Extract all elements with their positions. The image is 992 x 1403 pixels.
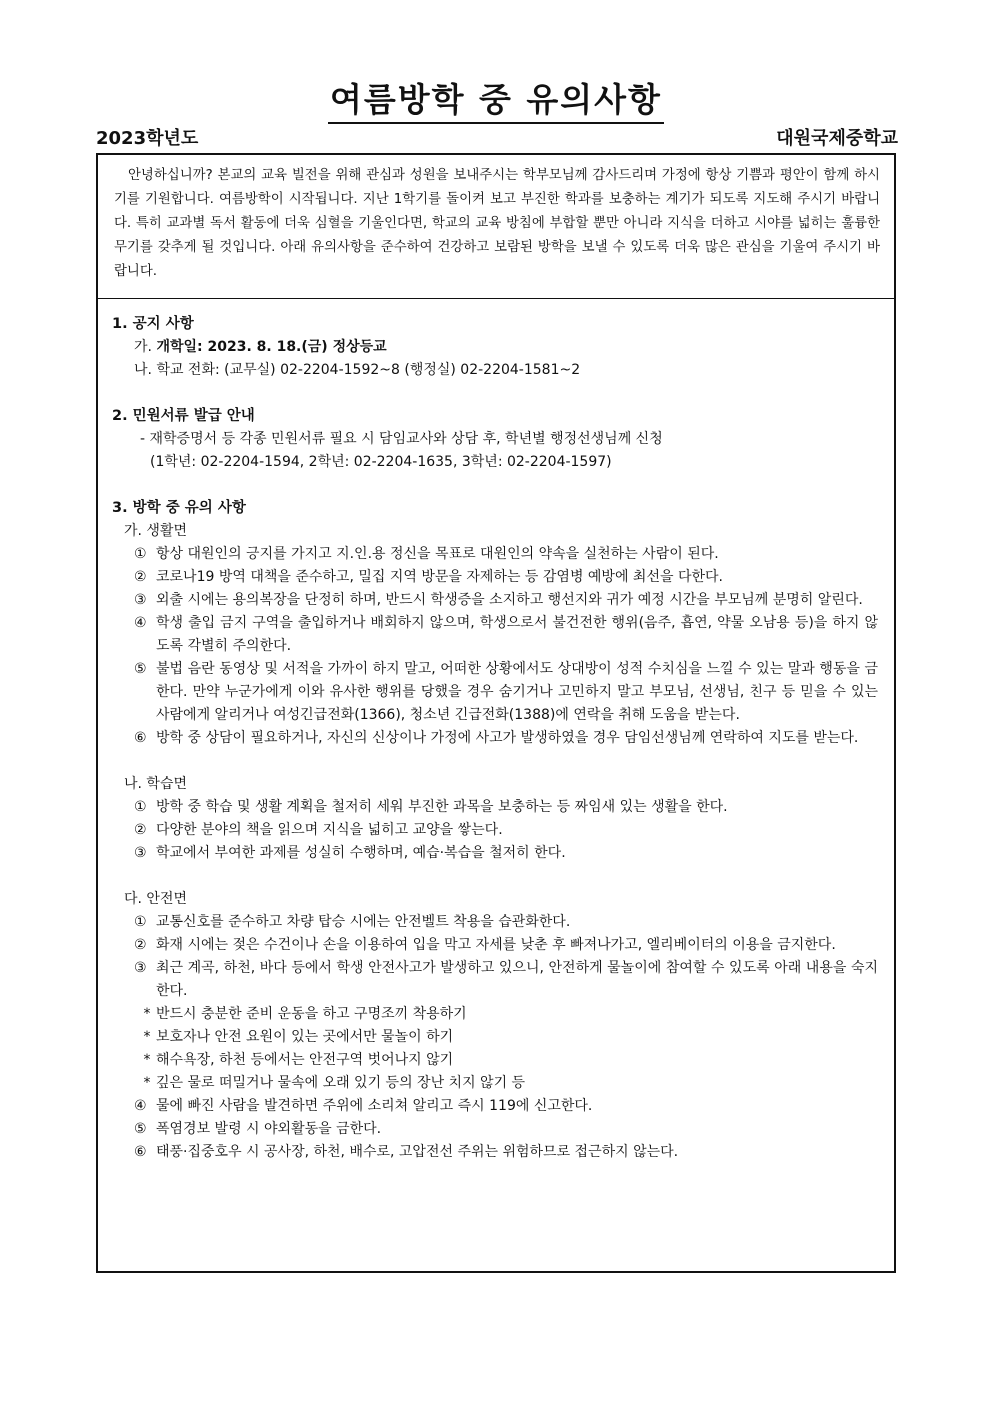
item-number: ③ — [134, 845, 147, 861]
list-item — [112, 658, 878, 727]
asterisk-icon: * — [143, 1075, 151, 1091]
section-1-item-b — [112, 359, 878, 382]
section-1-item-b-prefix: 나. — [134, 362, 152, 378]
list-item — [112, 566, 878, 589]
item-number: ③ — [134, 960, 147, 976]
bullet-text: 반드시 충분한 준비 운동을 하고 구명조끼 착용하기 — [156, 1006, 467, 1022]
item-text: 폭염경보 발령 시 야외활동을 금한다. — [156, 1121, 382, 1137]
section-1-item-b-text: 학교 전화: (교무실) 02-2204-1592~8 (행정실) 02-2204-1581~2 — [156, 362, 581, 378]
item-number: ⑤ — [134, 1121, 147, 1137]
item-text: 방학 중 학습 및 생활 계획을 철저히 세워 부진한 과목을 보충하는 등 짜임새 있는 생활을 한다. — [156, 799, 728, 815]
item-text: 항상 대원인의 긍지를 가지고 지.인.용 정신을 목표로 대원인의 약속을 실천하는 사람이 된다. — [156, 546, 719, 562]
item-text: 외출 시에는 용의복장을 단정히 하며, 반드시 학생증을 소지하고 행선지와 귀가 예정 시간을 부모님께 분명히 알린다. — [156, 592, 863, 608]
section-2-line-2: (1학년: 02-2204-1594, 2학년: 02-2204-1635, 3학년: 02-2204-1597) — [150, 454, 612, 470]
school-year: 2023학년도 — [96, 128, 199, 149]
list-item — [112, 589, 878, 612]
item-number: ① — [134, 914, 147, 930]
item-number: ② — [134, 937, 147, 953]
section-3-title: 3. 방학 중 유의 사항 — [112, 500, 246, 516]
document-title-wrapper — [0, 80, 992, 124]
asterisk-icon: * — [143, 1006, 151, 1022]
list-item — [112, 842, 878, 865]
bullet-text: 해수욕장, 하천 등에서는 안전구역 벗어나지 않기 — [156, 1052, 454, 1068]
item-text: 태풍·집중호우 시 공사장, 하천, 배수로, 고압전선 주위는 위험하므로 접근하지 않는다. — [156, 1144, 679, 1160]
list-item — [112, 934, 878, 957]
study-category-title: 나. 학습면 — [124, 776, 187, 792]
list-item — [112, 819, 878, 842]
section-1-item-a-text: 개학일: 2023. 8. 18.(금) 정상등교 — [156, 339, 387, 355]
item-text: 물에 빠진 사람을 발견하면 주위에 소리쳐 알리고 즉시 119에 신고한다. — [156, 1098, 593, 1114]
notice-content — [98, 299, 894, 1164]
item-text: 방학 중 상담이 필요하거나, 자신의 신상이나 가정에 사고가 발생하였을 경우 담임선생님께 연락하여 지도를 받는다. — [156, 730, 859, 746]
item-text: 최근 계곡, 하천, 바다 등에서 학생 안전사고가 발생하고 있으니, 안전하게 물놀이에 참여할 수 있도록 아래 내용을 숙지한다. — [156, 960, 878, 999]
life-category-title: 가. 생활면 — [124, 523, 187, 539]
asterisk-icon: * — [143, 1052, 151, 1068]
document-title: 여름방학 중 유의사항 — [328, 80, 664, 124]
bullet-item — [112, 1003, 878, 1026]
asterisk-icon: * — [143, 1029, 151, 1045]
item-number: ② — [134, 822, 147, 838]
list-item — [112, 911, 878, 934]
item-number: ④ — [134, 1098, 147, 1114]
section-1-item-a-prefix: 가. — [134, 339, 152, 355]
item-text: 학교에서 부여한 과제를 성실히 수행하며, 예습·복습을 철저히 한다. — [156, 845, 566, 861]
item-number: ① — [134, 799, 147, 815]
bullet-item — [112, 1026, 878, 1049]
safety-category-title: 다. 안전면 — [124, 891, 187, 907]
item-text: 코로나19 방역 대책을 준수하고, 밀집 지역 방문을 자제하는 등 감염병 예방에 최선을 다한다. — [156, 569, 723, 585]
section-2-line-1: - 재학증명서 등 각종 민원서류 필요 시 담임교사와 상담 후, 학년별 행정선생님께 신청 — [140, 431, 663, 447]
school-name: 대원국제중학교 — [776, 128, 898, 149]
list-item — [112, 612, 878, 658]
bullet-text: 보호자나 안전 요원이 있는 곳에서만 물놀이 하기 — [156, 1029, 454, 1045]
list-item — [112, 1141, 878, 1164]
list-item — [112, 796, 878, 819]
bullet-item — [112, 1072, 878, 1095]
section-1-item-a — [112, 336, 878, 359]
item-text: 화재 시에는 젖은 수건이나 손을 이용하여 입을 막고 자세를 낮춘 후 빠져나가고, 엘리베이터의 이용을 금지한다. — [156, 937, 836, 953]
document-subheader — [96, 124, 898, 150]
item-number: ⑥ — [134, 1144, 147, 1160]
item-number: ⑤ — [134, 661, 147, 677]
item-number: ① — [134, 546, 147, 562]
list-item — [112, 957, 878, 1003]
section-2-title: 2. 민원서류 발급 안내 — [112, 408, 255, 424]
list-item — [112, 727, 878, 750]
bullet-item — [112, 1049, 878, 1072]
list-item — [112, 543, 878, 566]
bullet-text: 깊은 물로 떠밀거나 물속에 오래 있기 등의 장난 치지 않기 등 — [156, 1075, 526, 1091]
intro-paragraph: 안녕하십니까? 본교의 교육 빌전을 위해 관심과 성원을 보내주시는 학부모님께 감사드리며 가정에 항상 기쁨과 평안이 함께 하시기를 기원합니다. 여름방학이 시작됩니다. 지난 1학기를 돌이켜 보고 부진한 학과를 보충하는 계기가 되도록 지도해 주시기 바랍니다. 특히 교과별 독서 활동에 더욱 심혈을 기울인다면, 학교의 교육 방침에 부합할 뿐만 아니라 지식을 더하고 시야를 넓히는 훌륭한 무기를 갖추게 될 것입니다. 아래 유의사항을 준수하여 건강하고 보람된 방학을 보낼 수 있도록 더욱 많은 관심을 기울여 주시기 바랍니다. — [98, 155, 894, 299]
item-text: 불법 음란 동영상 및 서적을 가까이 하지 말고, 어떠한 상황에서도 상대방이 성적 수치심을 느낄 수 있는 말과 행동을 금한다. 만약 누군가에게 이와 유사한 행위를 당했을 경우 숨기거나 고민하지 말고 부모님, 선생님, 친구 등 믿을 수 있는 사람에게 알리거나 여성긴급전화(1366), 청소년 긴급전화(1388)에 연락을 취해 도움을 받는다. — [156, 661, 878, 723]
item-number: ② — [134, 569, 147, 585]
section-1-title: 1. 공지 사항 — [112, 316, 194, 332]
item-text: 학생 출입 금지 구역을 출입하거나 배회하지 않으며, 학생으로서 불건전한 행위(음주, 흡연, 약물 오남용 등)을 하지 않도록 각별히 주의한다. — [156, 615, 878, 654]
item-text: 교통신호를 준수하고 차량 탑승 시에는 안전벨트 착용을 습관화한다. — [156, 914, 571, 930]
item-number: ⑥ — [134, 730, 147, 746]
list-item — [112, 1095, 878, 1118]
list-item — [112, 1118, 878, 1141]
item-number: ④ — [134, 615, 147, 631]
notice-frame — [96, 153, 896, 1273]
item-text: 다양한 분야의 책을 읽으며 지식을 넓히고 교양을 쌓는다. — [156, 822, 503, 838]
item-number: ③ — [134, 592, 147, 608]
